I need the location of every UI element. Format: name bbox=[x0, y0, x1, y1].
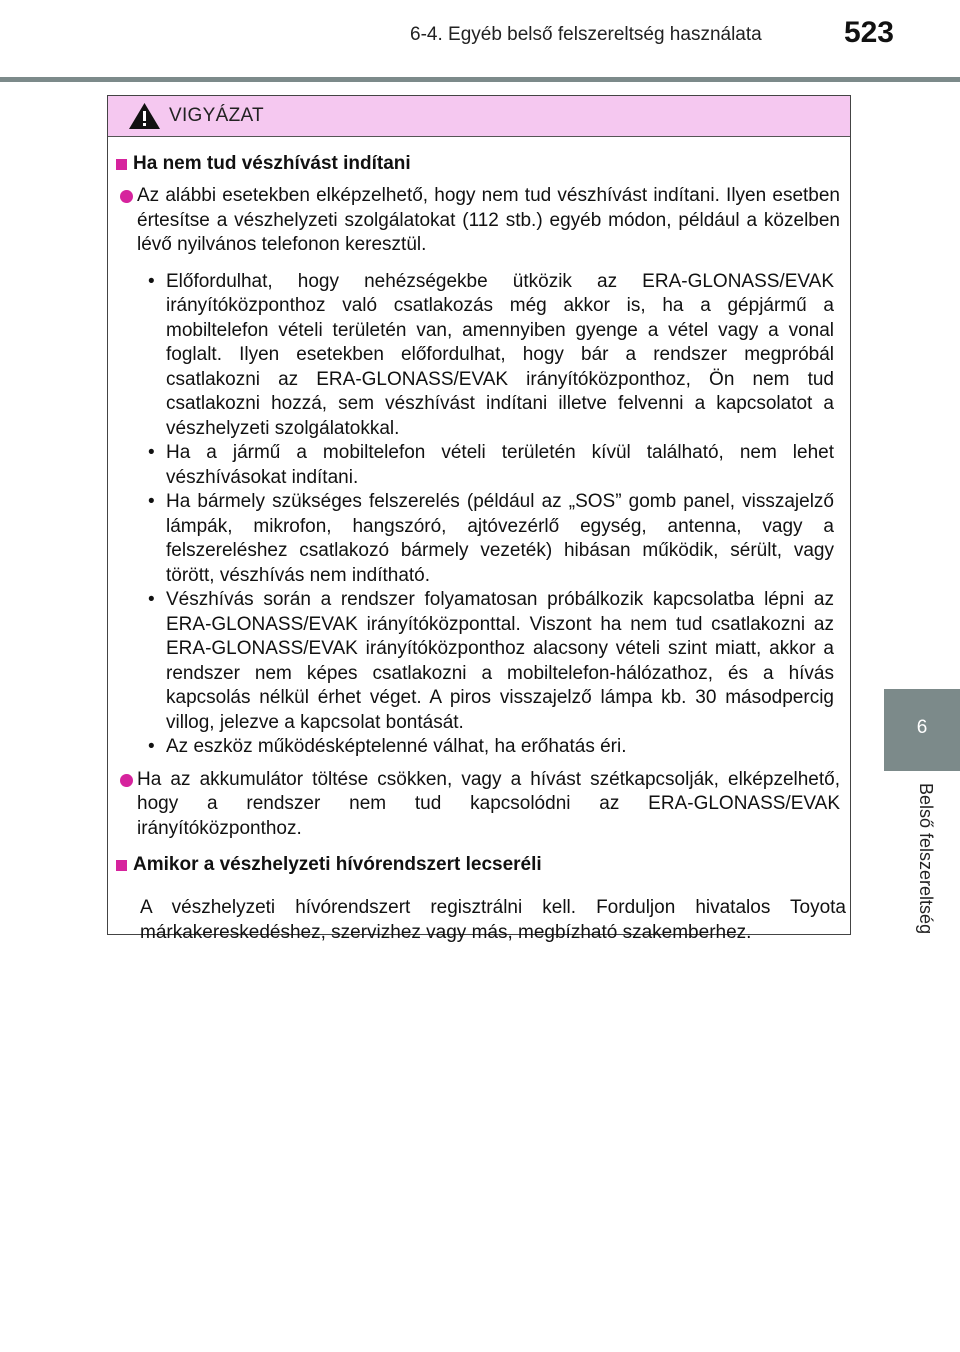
square-bullet-icon bbox=[116, 860, 127, 871]
section-heading-replacement bbox=[116, 853, 840, 877]
section-text: A vészhelyzeti hívórendszert regisztrálni kell. Forduljon hivatalos Toyota márkakereskedéshez, szervizhez vagy más, megbízható szakemberhez. bbox=[140, 897, 846, 943]
list-item bbox=[148, 588, 834, 735]
circle-item-text: Az alábbi esetekben elképzelhető, hogy nem tud vészhívást indítani. Ilyen esetben értesítse a vészhelyzeti szolgálatokat (112 stb.) egyéb módon, például a közelben lévő nyilvános telefonon keresztül. bbox=[137, 185, 840, 255]
bullet-mark: • bbox=[148, 491, 155, 512]
chapter-tab-number: 6 bbox=[916, 717, 928, 738]
chapter-side-label: Belső felszereltség bbox=[916, 783, 936, 935]
list-item-text: Vészhívás során a rendszer folyamatosan próbálkozik kapcsolatba lépni az ERA-GLONASS/EVAK irányítóközponttal. Viszont ha nem tud csatlakozni az ERA-GLONASS/EVAK irányítóközponthoz alacsony vételi szint miatt, akkor a rendszer nem képes csatlakozni a mobiltelefon-hálózathoz, és a hívás kapcsolás nélkül érhet véget. A piros visszajelző lámpa kb. 30 másodpercig villog, jelezve a kapcsolat bontását. bbox=[166, 589, 834, 733]
chapter-tab bbox=[884, 689, 960, 771]
square-bullet-icon bbox=[116, 159, 127, 170]
list-item-text: Ha bármely szükséges felszerelés (például az „SOS” gomb panel, visszajelző lámpák, mikrofon, hangszóró, ajtóvezérlő egység, antenna, vagy a felszereléshez csatlakozó bármely vezeték) hibásan működik, sérült, vagy törött, vészhívás nem indítható. bbox=[166, 491, 834, 586]
list-item bbox=[148, 490, 834, 588]
list-item bbox=[148, 735, 834, 760]
section-heading-text: Ha nem tud vészhívást indítani bbox=[133, 153, 411, 174]
list-item bbox=[148, 270, 834, 442]
caution-header bbox=[108, 96, 850, 137]
circle-bullet-icon bbox=[120, 774, 133, 787]
warning-triangle-icon bbox=[128, 102, 161, 130]
list-item bbox=[148, 441, 834, 490]
list-item-text: Előfordulhat, hogy nehézségekbe ütközik az ERA-GLONASS/EVAK irányítóközponthoz való csatlakozás még akkor is, ha a gépjármű a mobiltelefon vételi területén van, amennyiben gyenge a vétel vagy a vonal foglalt. Ilyen esetekben előfordulhat, hogy bár a rendszer megpróbál csatlakozni az ERA-GLONASS/EVAK irányítóközponthoz, Ön nem tud csatlakozni hozzá, sem vészhívást indítani illetve felvenni a kapcsolatot a vészhelyzeti szolgálatokkal. bbox=[166, 270, 834, 439]
caution-content bbox=[108, 137, 850, 945]
caution-title: VIGYÁZAT bbox=[169, 105, 264, 126]
bullet-mark: • bbox=[148, 270, 155, 292]
bullet-mark: • bbox=[148, 589, 155, 610]
list-item-text: Ha a jármű a mobiltelefon vételi területén kívül található, nem lehet vészhívásokat indítani. bbox=[166, 442, 834, 488]
bullet-list bbox=[148, 270, 834, 760]
section-heading-no-emergency-call bbox=[116, 152, 840, 176]
bullet-mark: • bbox=[148, 442, 155, 463]
bullet-mark: • bbox=[148, 736, 155, 757]
page-header-title: 6-4. Egyéb belső felszereltség használata bbox=[410, 24, 762, 45]
header-divider bbox=[0, 77, 960, 82]
circle-bullet-icon bbox=[120, 190, 133, 203]
page-number: 523 bbox=[843, 16, 894, 49]
section-heading-text: Amikor a vészhelyzeti hívórendszert lecseréli bbox=[133, 854, 542, 875]
caution-box bbox=[107, 95, 851, 943]
list-item-text: Az eszköz működésképtelenné válhat, ha erőhatás éri. bbox=[166, 736, 627, 757]
circle-item bbox=[120, 184, 840, 258]
circle-item-text: Ha az akkumulátor töltése csökken, vagy a hívást szétkapcsolják, elképzelhető, hogy a rendszer nem tud kapcsolódni az ERA-GLONASS/EVAK irányítóközponthoz. bbox=[137, 768, 840, 839]
circle-item bbox=[120, 768, 840, 842]
